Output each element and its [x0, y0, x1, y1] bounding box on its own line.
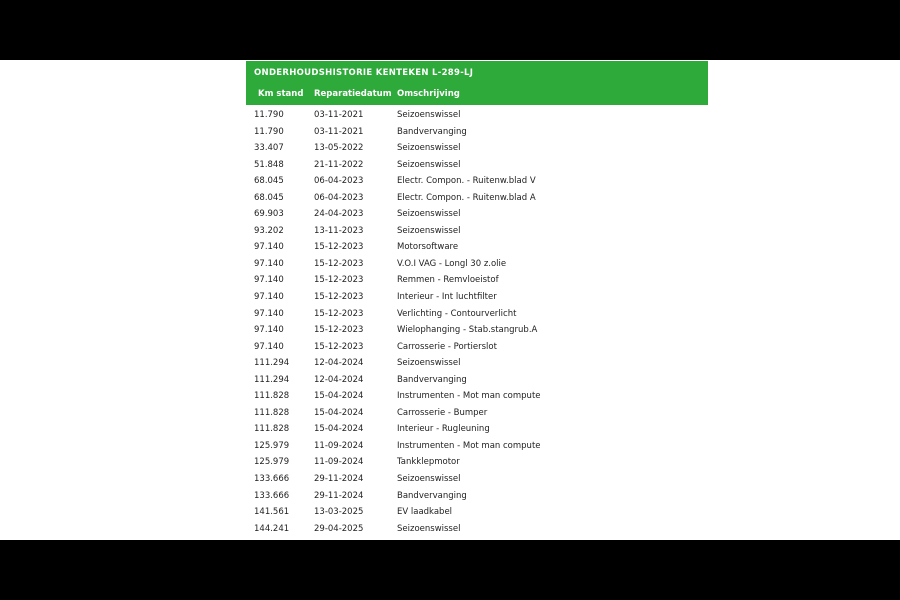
date-cell: 03-11-2021	[314, 110, 364, 120]
date-cell: 15-12-2023	[314, 258, 364, 269]
table-row	[246, 254, 708, 271]
date-cell: 29-04-2025	[314, 523, 364, 534]
table-row	[246, 188, 708, 205]
km-cell: 111.828	[254, 391, 290, 402]
description-cell: Seizoenswissel	[397, 209, 461, 220]
km-cell: 97.140	[254, 275, 284, 286]
column-header-date: Reparatiedatum	[314, 89, 392, 99]
page-title: ONDERHOUDSHISTORIE KENTEKEN L-289-LJ	[254, 68, 474, 78]
table-row	[246, 436, 708, 453]
km-cell: 141.561	[254, 507, 290, 518]
description-cell: Verlichting - Contourverlicht	[397, 308, 517, 319]
date-cell: 15-04-2024	[314, 407, 364, 418]
date-cell: 24-04-2023	[314, 209, 364, 220]
date-cell: 15-12-2023	[314, 325, 364, 336]
table-row	[246, 221, 708, 238]
description-cell: Instrumenten - Mot man compute	[397, 391, 541, 402]
description-cell: Remmen - Remvloeistof	[397, 275, 499, 286]
km-cell: 111.828	[254, 407, 290, 418]
description-cell: Bandvervanging	[397, 374, 467, 385]
date-cell: 15-04-2024	[314, 424, 364, 435]
table-row	[246, 122, 708, 139]
km-cell: 133.666	[254, 474, 290, 485]
description-cell: Seizoenswissel	[397, 225, 461, 236]
maintenance-history-table	[246, 61, 708, 535]
table-row	[246, 105, 708, 122]
km-cell: 69.903	[254, 209, 284, 220]
km-cell: 97.140	[254, 258, 284, 269]
date-cell: 06-04-2023	[314, 176, 364, 187]
date-cell: 12-04-2024	[314, 358, 364, 369]
description-cell: Seizoenswissel	[397, 110, 461, 120]
description-cell: V.O.I VAG - Longl 30 z.olie	[397, 258, 507, 269]
date-cell: 15-12-2023	[314, 308, 364, 319]
description-cell: Seizoenswissel	[397, 474, 461, 485]
km-cell: 133.666	[254, 490, 290, 501]
table-row	[246, 237, 708, 254]
date-cell: 15-12-2023	[314, 341, 364, 352]
km-cell: 11.790	[254, 126, 284, 137]
km-cell: 111.294	[254, 374, 290, 385]
description-cell: Electr. Compon. - Ruitenw.blad V	[397, 176, 536, 187]
km-cell: 125.979	[254, 457, 290, 468]
km-cell: 68.045	[254, 176, 284, 187]
table-row	[246, 519, 708, 536]
description-cell: Bandvervanging	[397, 126, 467, 137]
km-cell: 33.407	[254, 143, 284, 154]
column-header-km: Km stand	[258, 89, 304, 99]
km-cell: 144.241	[254, 523, 290, 534]
description-cell: Wielophanging - Stab.stangrub.A	[397, 325, 538, 336]
date-cell: 15-04-2024	[314, 391, 364, 402]
description-cell: Interieur - Int luchtfilter	[397, 292, 497, 303]
km-cell: 97.140	[254, 242, 284, 253]
km-cell: 68.045	[254, 192, 284, 203]
date-cell: 13-03-2025	[314, 507, 364, 518]
km-cell: 97.140	[254, 341, 284, 352]
date-cell: 12-04-2024	[314, 374, 364, 385]
description-cell: Instrumenten - Mot man compute	[397, 440, 541, 451]
table-row	[246, 171, 708, 188]
date-cell: 11-09-2024	[314, 440, 364, 451]
date-cell: 15-12-2023	[314, 292, 364, 303]
column-header-description: Omschrijving	[397, 89, 460, 99]
table-header	[246, 61, 708, 105]
date-cell: 21-11-2022	[314, 159, 364, 170]
date-cell: 06-04-2023	[314, 192, 364, 203]
description-cell: Carrosserie - Portierslot	[397, 341, 497, 352]
km-cell: 93.202	[254, 225, 284, 236]
date-cell: 15-12-2023	[314, 242, 364, 253]
km-cell: 97.140	[254, 308, 284, 319]
description-cell: Electr. Compon. - Ruitenw.blad A	[397, 192, 536, 203]
km-cell: 51.848	[254, 159, 284, 170]
table-row	[246, 502, 708, 519]
km-cell: 111.828	[254, 424, 290, 435]
table-row	[246, 469, 708, 486]
description-cell: Carrosserie - Bumper	[397, 407, 488, 418]
km-cell: 97.140	[254, 325, 284, 336]
table-row	[246, 204, 708, 221]
km-cell: 125.979	[254, 440, 290, 451]
table-row	[246, 486, 708, 503]
description-cell: Seizoenswissel	[397, 358, 461, 369]
table-row	[246, 270, 708, 287]
date-cell: 11-09-2024	[314, 457, 364, 468]
table-row	[246, 287, 708, 304]
description-cell: Seizoenswissel	[397, 143, 461, 154]
table-row	[246, 155, 708, 172]
description-cell: Tankklepmotor	[397, 457, 460, 468]
table-row	[246, 370, 708, 387]
description-cell: EV laadkabel	[397, 507, 453, 518]
table-row	[246, 138, 708, 155]
table-row	[246, 386, 708, 403]
date-cell: 29-11-2024	[314, 490, 364, 501]
date-cell: 13-11-2023	[314, 225, 364, 236]
table-row	[246, 452, 708, 469]
date-cell: 13-05-2022	[314, 143, 364, 154]
description-cell: Seizoenswissel	[397, 523, 461, 534]
date-cell: 15-12-2023	[314, 275, 364, 286]
description-cell: Motorsoftware	[397, 242, 459, 253]
table-row	[246, 337, 708, 354]
table-row	[246, 419, 708, 436]
km-cell: 11.790	[254, 110, 284, 120]
km-cell: 97.140	[254, 292, 284, 303]
table-row	[246, 304, 708, 321]
description-cell: Seizoenswissel	[397, 159, 461, 170]
table-body	[246, 105, 708, 535]
description-cell: Bandvervanging	[397, 490, 467, 501]
date-cell: 29-11-2024	[314, 474, 364, 485]
km-cell: 111.294	[254, 358, 290, 369]
page-frame	[0, 60, 900, 540]
table-row	[246, 353, 708, 370]
table-row	[246, 403, 708, 420]
table-row	[246, 320, 708, 337]
date-cell: 03-11-2021	[314, 126, 364, 137]
description-cell: Interieur - Rugleuning	[397, 424, 490, 435]
